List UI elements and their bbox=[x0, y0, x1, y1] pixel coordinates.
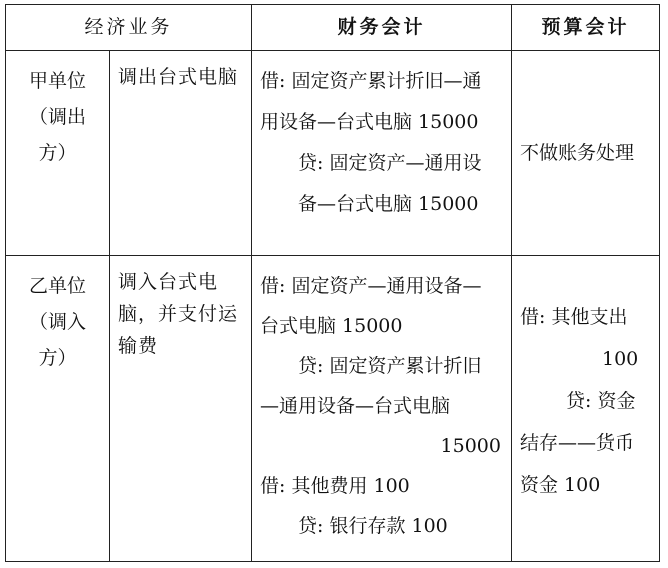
header-financial-accounting: 财务会计 bbox=[252, 5, 512, 51]
entry-line: 借: 固定资产—通用设备— bbox=[260, 275, 482, 297]
table-row bbox=[6, 51, 660, 256]
entry-line: 贷: 银行存款 100 bbox=[298, 515, 448, 537]
unit-line: 方） bbox=[38, 142, 77, 164]
entry-line: 借: 其他支出 bbox=[520, 306, 628, 328]
unit-line: 乙单位 bbox=[28, 275, 86, 297]
entry-line: 借: 其他费用 100 bbox=[260, 475, 410, 497]
header-row bbox=[6, 5, 660, 51]
header-budget-accounting: 预算会计 bbox=[512, 5, 660, 51]
accounting-table bbox=[5, 4, 660, 562]
entry-line: 贷: 资金 bbox=[566, 390, 636, 412]
business-cell-transfer-in: 调入台式电脑，并支付运输费 bbox=[110, 256, 252, 562]
header-business: 经济业务 bbox=[6, 5, 252, 51]
unit-line: （调入 bbox=[28, 311, 86, 333]
entry-line: 台式电脑 15000 bbox=[260, 315, 403, 337]
entry-line: 用设备—台式电脑 15000 bbox=[260, 111, 479, 133]
entry-line: —通用设备—台式电脑 bbox=[260, 395, 451, 417]
table-row bbox=[6, 256, 660, 562]
entry-line: 备—台式电脑 15000 bbox=[298, 193, 479, 215]
unit-cell-transferor bbox=[6, 51, 110, 256]
budget-entry-transfer-in bbox=[512, 256, 660, 562]
financial-entry-transfer-out bbox=[252, 51, 512, 256]
unit-line: 甲单位 bbox=[28, 70, 86, 92]
entry-amount: 100 bbox=[602, 348, 639, 370]
entry-line: 结存——货币 bbox=[520, 432, 635, 454]
entry-amount: 15000 bbox=[440, 435, 501, 457]
entry-line: 贷: 固定资产—通用设 bbox=[298, 152, 482, 174]
budget-entry-transfer-out: 不做账务处理 bbox=[512, 51, 660, 256]
entry-line: 借: 固定资产累计折旧—通 bbox=[260, 70, 482, 92]
unit-cell-transferee bbox=[6, 256, 110, 562]
business-cell-transfer-out: 调出台式电脑 bbox=[110, 51, 252, 256]
financial-entry-transfer-in bbox=[252, 256, 512, 562]
unit-line: 方） bbox=[38, 347, 77, 369]
unit-line: （调出 bbox=[28, 106, 86, 128]
entry-line: 贷: 固定资产累计折旧 bbox=[298, 355, 482, 377]
entry-line: 资金 100 bbox=[520, 474, 601, 496]
